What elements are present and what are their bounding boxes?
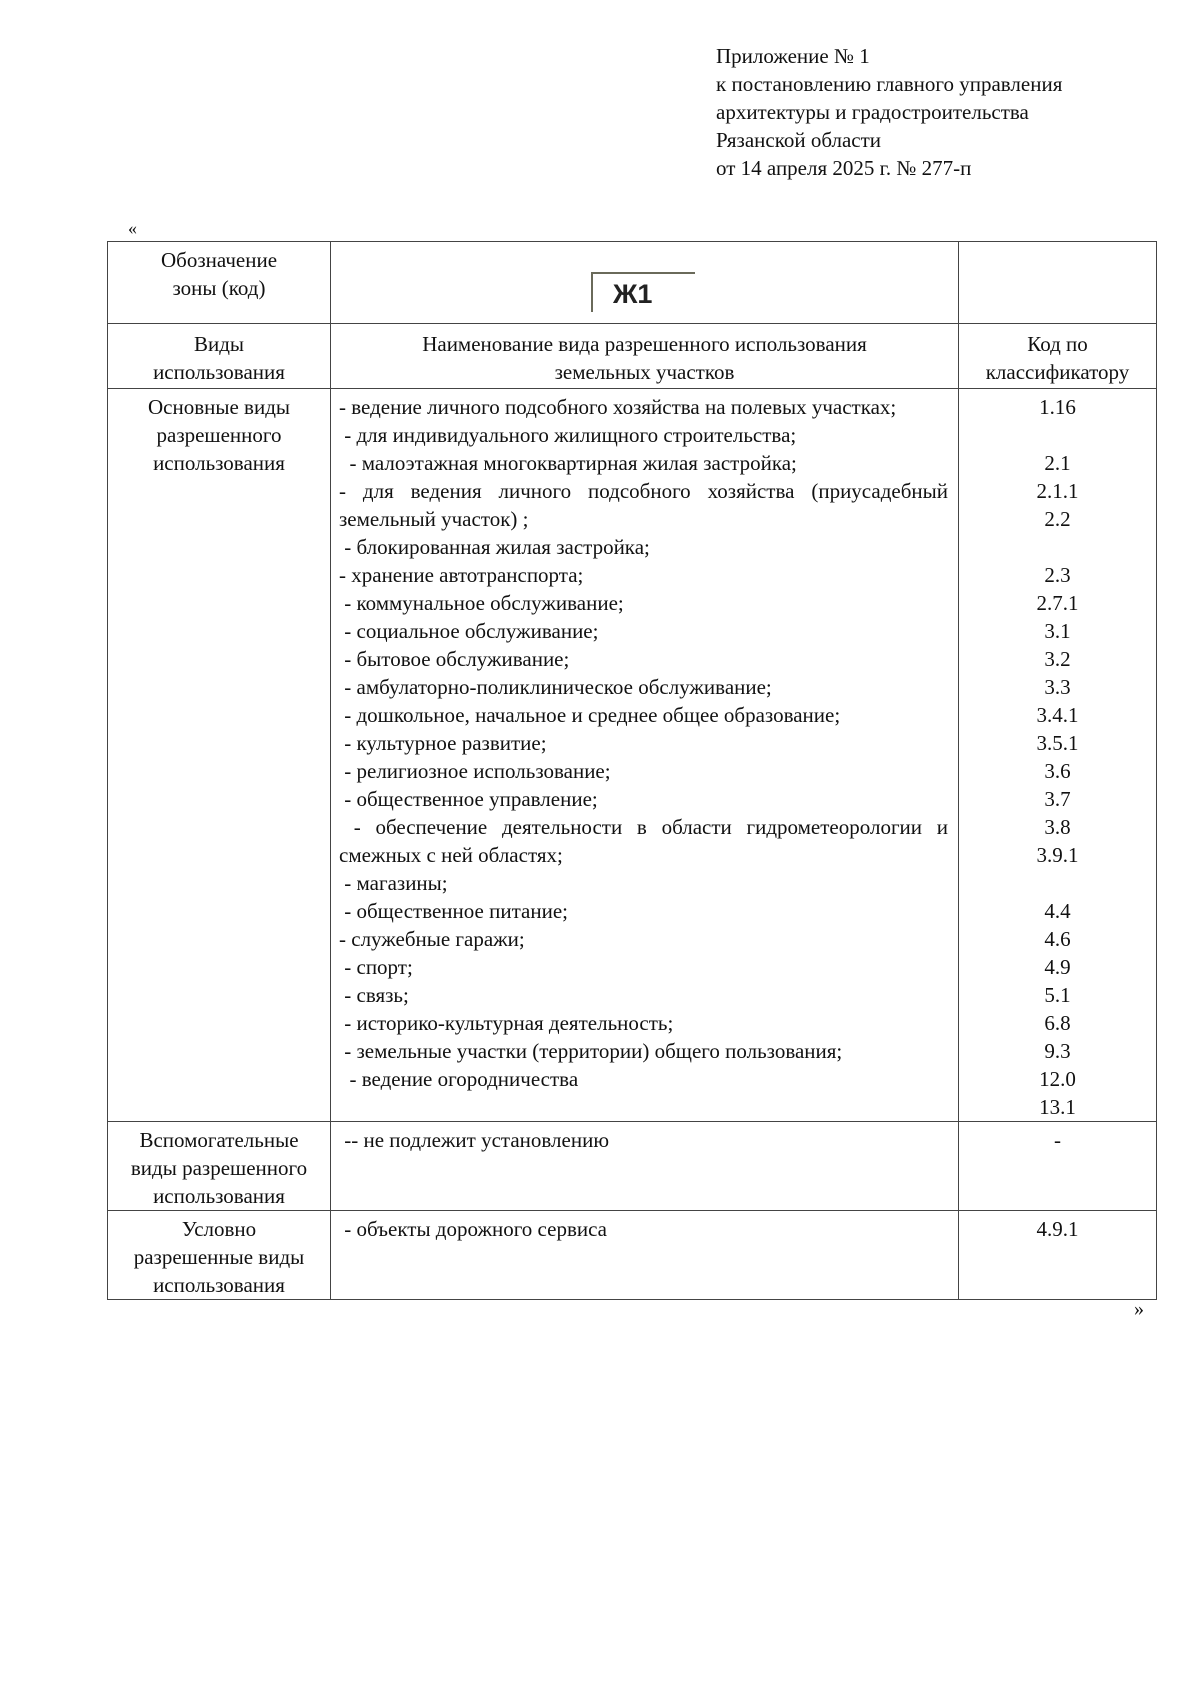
main-use-item: - социальное обслуживание;: [339, 619, 599, 643]
category-line: Условно: [181, 1217, 257, 1241]
main-use-code: 3.1: [1044, 619, 1071, 643]
main-use-code: 2.1.1: [1036, 479, 1079, 503]
category-line: использования: [153, 1273, 285, 1297]
header-line: Наименование вида разрешенного использования: [422, 332, 867, 356]
header-line: земельных участков: [554, 360, 735, 384]
main-use-code: 6.8: [1044, 1011, 1071, 1035]
main-use-code: 4.4: [1044, 899, 1071, 923]
main-use-item: - ведение огородничества: [339, 1067, 579, 1091]
main-use-item: - служебные гаражи;: [339, 927, 525, 951]
category-line: виды разрешенного: [130, 1156, 308, 1180]
main-use-code: 3.3: [1044, 675, 1071, 699]
header-line: Код по: [1027, 332, 1088, 356]
main-use-item: - бытовое обслуживание;: [339, 647, 570, 671]
header-line: Рязанской области: [716, 128, 882, 152]
main-use-item: - спорт;: [339, 955, 413, 979]
header-line: от 14 апреля 2025 г. № 277-п: [716, 156, 972, 180]
opening-quote: «: [128, 218, 137, 238]
header-name: [331, 324, 959, 389]
main-use-item: - земельные участки (территории) общего пользования;: [339, 1039, 843, 1063]
header-kinds: [108, 324, 331, 389]
main-use-item: - ведение личного подсобного хозяйства на полевых участках;: [339, 395, 897, 419]
main-use-item: - культурное развитие;: [339, 731, 547, 755]
aux-code-cell: [959, 1122, 1157, 1211]
main-use-code: 1.16: [1039, 395, 1076, 419]
zone-code-cell: [331, 242, 959, 324]
cond-use-cell: [331, 1211, 959, 1300]
zone-label-line: Обозначение: [160, 248, 278, 272]
main-use-item: - связь;: [339, 983, 409, 1007]
main-use-code: 9.3: [1044, 1039, 1071, 1063]
category-line: Вспомогательные: [139, 1128, 299, 1152]
main-codes-list: [959, 389, 1156, 1121]
header-line: Виды: [193, 332, 245, 356]
main-uses-cell: [331, 389, 959, 1122]
conditional-code: 4.9.1: [1036, 1217, 1079, 1241]
main-use-item: - историко-культурная деятельность;: [339, 1011, 674, 1035]
main-use-item: - амбулаторно-поликлиническое обслуживание;: [339, 675, 772, 699]
header-line: классификатору: [985, 360, 1130, 384]
aux-code: -: [1054, 1128, 1061, 1152]
header-line: использования: [153, 360, 285, 384]
aux-label-cell: [108, 1122, 331, 1211]
main-use-code: 3.2: [1044, 647, 1071, 671]
header-code: [959, 324, 1157, 389]
main-use-item: - религиозное использование;: [339, 759, 611, 783]
main-codes-cell: [959, 389, 1157, 1122]
main-use-item: - для индивидуального жилищного строительства;: [339, 423, 797, 447]
category-line: разрешенного: [156, 423, 282, 447]
main-use-item: - обеспечение деятельности в области гидрометеорологии и смежных с ней областях;: [339, 815, 954, 867]
aux-use: -- не подлежит установлению: [339, 1128, 610, 1152]
zone-label-line: зоны (код): [172, 276, 266, 300]
main-use-code: 3.9.1: [1036, 843, 1079, 867]
main-use-code: 3.4.1: [1036, 703, 1079, 727]
category-line: Основные виды: [147, 395, 290, 419]
main-use-code: 2.2: [1044, 507, 1071, 531]
main-use-code: 5.1: [1044, 983, 1071, 1007]
main-use-code: 12.0: [1039, 1067, 1076, 1091]
main-use-code: 3.6: [1044, 759, 1071, 783]
zone-label-cell: [108, 242, 331, 324]
zone-row: [108, 242, 1157, 324]
main-use-item: - дошкольное, начальное и среднее общее образование;: [339, 703, 841, 727]
main-use-code: 4.6: [1044, 927, 1071, 951]
main-label-cell: [108, 389, 331, 1122]
main-uses-list: [331, 389, 958, 1095]
main-use-code: 2.3: [1044, 563, 1071, 587]
main-use-item: - блокированная жилая застройка;: [339, 535, 650, 559]
category-line: использования: [153, 451, 285, 475]
column-header-row: [108, 324, 1157, 389]
main-use-code: 2.1: [1044, 451, 1071, 475]
cond-code-cell: [959, 1211, 1157, 1300]
main-use-code: 3.8: [1044, 815, 1071, 839]
main-use-code: 2.7.1: [1036, 591, 1079, 615]
main-uses-row: [108, 389, 1157, 1122]
main-use-code: 4.9: [1044, 955, 1071, 979]
main-use-item: - коммунальное обслуживание;: [339, 591, 624, 615]
main-use-item: - малоэтажная многоквартирная жилая застройка;: [339, 451, 797, 475]
main-use-item: - для ведения личного подсобного хозяйства (приусадебный земельный участок) ;: [339, 479, 954, 531]
header-line: Приложение № 1: [716, 44, 870, 68]
appendix-header: [716, 42, 1062, 182]
zone-code: Ж1: [591, 272, 695, 312]
main-use-item: - хранение автотранспорта;: [339, 563, 584, 587]
empty-cell: [959, 242, 1157, 324]
category-line: разрешенные виды: [133, 1245, 305, 1269]
main-use-item: - общественное управление;: [339, 787, 598, 811]
conditional-uses-row: [108, 1211, 1157, 1300]
main-use-code: 3.7: [1044, 787, 1071, 811]
main-use-code: 3.5.1: [1036, 731, 1079, 755]
main-use-code: 13.1: [1039, 1095, 1076, 1119]
cond-label-cell: [108, 1211, 331, 1300]
header-line: к постановлению главного управления: [716, 72, 1063, 96]
header-line: архитектуры и градостроительства: [716, 100, 1029, 124]
aux-uses-row: [108, 1122, 1157, 1211]
category-line: использования: [153, 1184, 285, 1208]
aux-use-cell: [331, 1122, 959, 1211]
main-use-item: - общественное питание;: [339, 899, 568, 923]
closing-quote: »: [1134, 1298, 1144, 1320]
conditional-use: - объекты дорожного сервиса: [339, 1217, 607, 1241]
zoning-table: [107, 241, 1157, 1300]
main-use-item: - магазины;: [339, 871, 448, 895]
